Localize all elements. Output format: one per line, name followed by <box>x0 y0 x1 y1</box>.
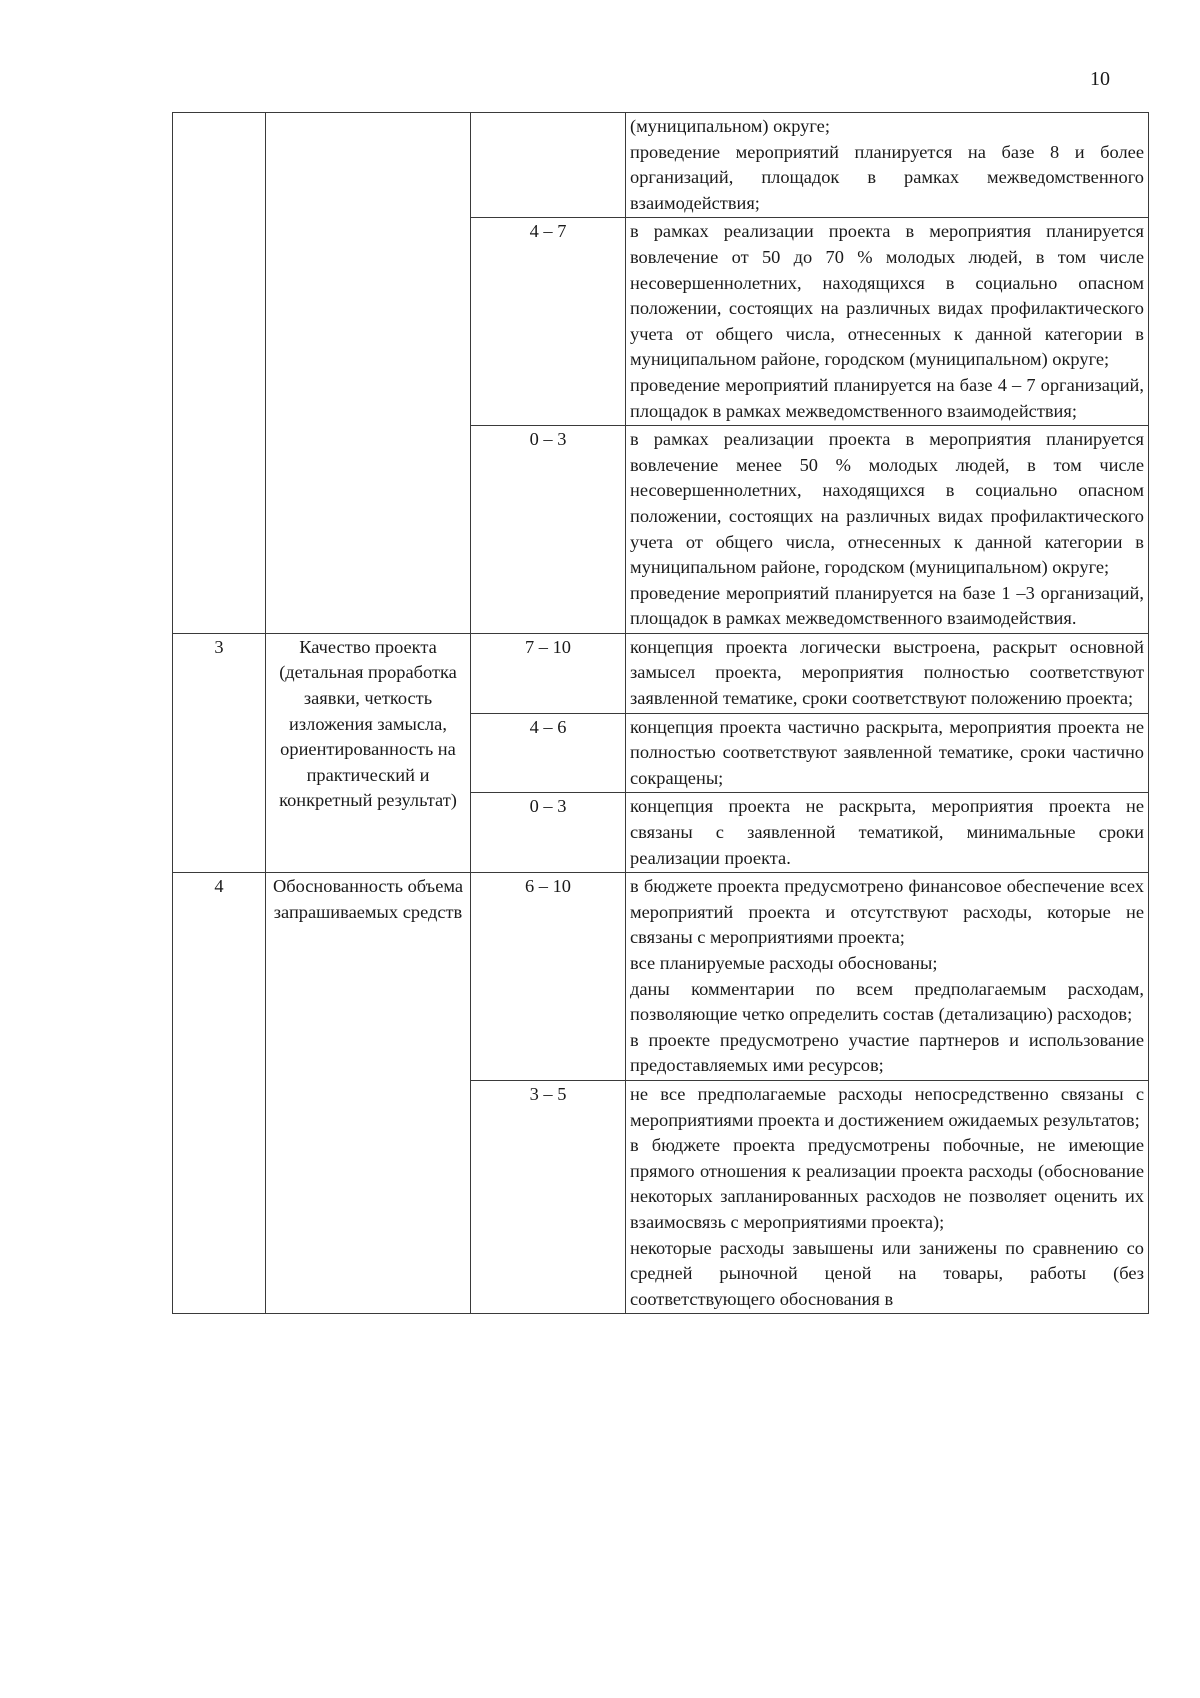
description-paragraph: все планируемые расходы обоснованы; <box>630 953 938 973</box>
table-row <box>173 113 1149 218</box>
description-paragraph: проведение мероприятий планируется на базе 8 и более организаций, площадок в рамках межведомственного взаимодействия; <box>630 141 1144 213</box>
criterion-name-cell <box>266 113 471 634</box>
description-paragraph: в бюджете проекта предусмотрено финансовое обеспечение всех мероприятий проекта и отсутствуют расходы, которые не связаны с мероприятиями проекта; <box>630 876 1144 948</box>
criteria-table <box>172 112 1149 1314</box>
description-paragraph: в рамках реализации проекта в мероприятия планируется вовлечение от 50 до 70 % молодых людей, в том числе несовершеннолетних, находящихся в социально опасном положении, состоящих на различных видах профилактического учета от общего числа, отнесенных к данной категории в муниципальном районе, городском (муниципальном) округе; <box>630 221 1144 370</box>
score-cell: 7 – 10 <box>471 633 626 713</box>
score-cell <box>471 113 626 218</box>
description-paragraph: концепция проекта частично раскрыта, мероприятия проекта не полностью соответствуют заявленной тематике, сроки частично сокращены; <box>630 716 1144 788</box>
description-cell <box>626 633 1149 713</box>
score-cell: 0 – 3 <box>471 426 626 634</box>
description-cell <box>626 793 1149 873</box>
description-cell <box>626 873 1149 1081</box>
score-cell: 0 – 3 <box>471 793 626 873</box>
criterion-name-cell: Качество проекта (детальная проработка заявки, четкость изложения замысла, ориентированность на практический и конкретный результат) <box>266 633 471 872</box>
description-cell <box>626 218 1149 426</box>
page-number: 10 <box>1090 68 1110 90</box>
description-paragraph: концепция проекта логически выстроена, раскрыт основной замысел проекта, мероприятия полностью соответствуют заявленной тематике, сроки соответствуют положению проекта; <box>630 636 1144 709</box>
description-cell <box>626 713 1149 793</box>
table-row <box>173 873 1149 1081</box>
description-paragraph: в рамках реализации проекта в мероприятия планируется вовлечение менее 50 % молодых людей, в том числе несовершеннолетних, находящихся в социально опасном положении, состоящих на различных видах профилактического учета от общего числа, отнесенных к данной категории в муниципальном районе, городском (муниципальном) округе; <box>630 429 1144 578</box>
score-cell: 4 – 7 <box>471 218 626 426</box>
description-paragraph: концепция проекта не раскрыта, мероприятия проекта не связаны с заявленной тематикой, минимальные сроки реализации проекта. <box>630 796 1144 868</box>
criterion-name-cell: Обоснованность объема запрашиваемых средств <box>266 873 471 1314</box>
description-paragraph: проведение мероприятий планируется на базе 4 – 7 организаций, площадок в рамках межведомственного взаимодействия; <box>630 374 1144 421</box>
description-cell <box>626 113 1149 218</box>
description-paragraph: некоторые расходы завышены или занижены по сравнению со средней рыночной ценой на товары, работы (без соответствующего обоснования в <box>630 1237 1144 1309</box>
description-paragraph: в бюджете проекта предусмотрены побочные, не имеющие прямого отношения к реализации проекта расходы (обоснование некоторых запланированных расходов не позволяет оценить их взаимосвязь с мероприятиями проекта); <box>630 1135 1144 1232</box>
description-paragraph: проведение мероприятий планируется на базе 1 –3 организаций, площадок в рамках межведомственного взаимодействия. <box>630 582 1144 629</box>
criterion-number-cell: 3 <box>173 633 266 872</box>
score-cell: 3 – 5 <box>471 1080 626 1313</box>
description-paragraph: (муниципальном) округе; <box>630 116 830 136</box>
criterion-number-cell: 4 <box>173 873 266 1314</box>
table-row <box>173 633 1149 713</box>
description-cell <box>626 1080 1149 1313</box>
description-paragraph: не все предполагаемые расходы непосредственно связаны с мероприятиями проекта и достижением ожидаемых результатов; <box>630 1083 1144 1130</box>
score-cell: 6 – 10 <box>471 873 626 1081</box>
description-cell <box>626 426 1149 634</box>
criterion-number-cell <box>173 113 266 634</box>
score-cell: 4 – 6 <box>471 713 626 793</box>
description-paragraph: даны комментарии по всем предполагаемым расходам, позволяющие четко определить состав (детализацию) расходов; <box>630 978 1144 1025</box>
description-paragraph: в проекте предусмотрено участие партнеров и использование предоставляемых ими ресурсов; <box>630 1029 1144 1076</box>
